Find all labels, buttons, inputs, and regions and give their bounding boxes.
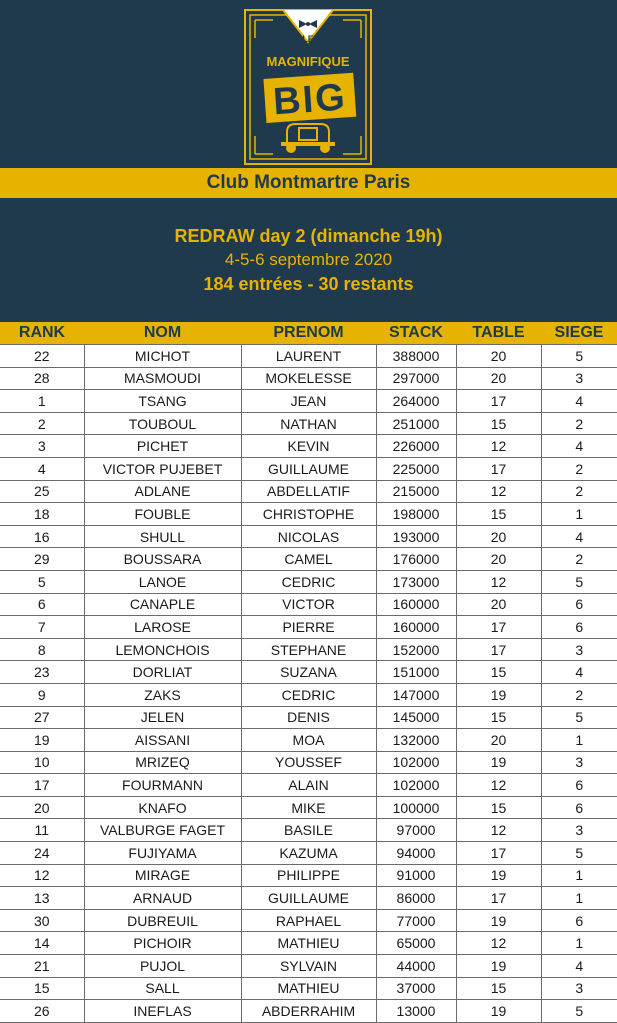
table-row [0,706,617,729]
rank-cell: 2 [0,412,84,435]
table-cell: 19 [456,864,541,887]
stack-cell: 388000 [376,345,456,368]
prenom-cell: RAPHAEL [241,909,376,932]
rank-cell: 18 [0,503,84,526]
stack-cell: 91000 [376,864,456,887]
table-cell: 20 [456,345,541,368]
table-row [0,390,617,413]
rank-cell: 12 [0,864,84,887]
club-banner [0,168,617,198]
table-row [0,593,617,616]
rank-cell: 8 [0,638,84,661]
siege-cell: 3 [541,977,617,1000]
table-cell: 12 [456,480,541,503]
prenom-cell: NICOLAS [241,525,376,548]
stack-cell: 225000 [376,457,456,480]
table-row [0,909,617,932]
siege-cell: 2 [541,457,617,480]
chip-count-table [0,322,617,1023]
stack-cell: 176000 [376,548,456,571]
siege-cell: 1 [541,864,617,887]
stack-cell: 13000 [376,1000,456,1023]
prenom-cell: MOKELESSE [241,367,376,390]
stack-cell: 147000 [376,683,456,706]
stack-cell: 251000 [376,412,456,435]
table-row [0,412,617,435]
rank-cell: 11 [0,819,84,842]
prenom-cell: KAZUMA [241,842,376,865]
prenom-cell: CEDRIC [241,683,376,706]
table-row [0,796,617,819]
stack-cell: 77000 [376,909,456,932]
prenom-cell: KEVIN [241,435,376,458]
siege-cell: 6 [541,616,617,639]
event-info [0,224,617,296]
rank-cell: 10 [0,751,84,774]
table-cell: 19 [456,751,541,774]
table-cell: 19 [456,909,541,932]
siege-cell: 5 [541,1000,617,1023]
club-title: Club Montmartre Paris [206,172,411,193]
rank-cell: 21 [0,955,84,978]
stack-cell: 215000 [376,480,456,503]
nom-cell: AISSANI [84,729,241,752]
rank-cell: 24 [0,842,84,865]
rank-cell: 27 [0,706,84,729]
column-header-nom: NOM [84,322,241,345]
prenom-cell: ABDELLATIF [241,480,376,503]
rank-cell: 22 [0,345,84,368]
header [0,0,617,322]
nom-cell: TSANG [84,390,241,413]
nom-cell: PICHOIR [84,932,241,955]
rank-cell: 15 [0,977,84,1000]
column-header-prenom: PRENOM [241,322,376,345]
svg-text:BIG: BIG [271,76,349,124]
table-cell: 20 [456,729,541,752]
table-row [0,729,617,752]
rank-cell: 3 [0,435,84,458]
siege-cell: 2 [541,412,617,435]
nom-cell: SALL [84,977,241,1000]
prenom-cell: SYLVAIN [241,955,376,978]
nom-cell: BOUSSARA [84,548,241,571]
prenom-cell: ALAIN [241,774,376,797]
table-cell: 15 [456,412,541,435]
prenom-cell: PHILIPPE [241,864,376,887]
siege-cell: 6 [541,909,617,932]
nom-cell: MASMOUDI [84,367,241,390]
stack-cell: 160000 [376,593,456,616]
nom-cell: VICTOR PUJEBET [84,457,241,480]
nom-cell: LAROSE [84,616,241,639]
rank-cell: 17 [0,774,84,797]
stack-cell: 193000 [376,525,456,548]
table-row [0,503,617,526]
siege-cell: 4 [541,435,617,458]
siege-cell: 4 [541,390,617,413]
table-row [0,616,617,639]
prenom-cell: CAMEL [241,548,376,571]
table-row [0,480,617,503]
siege-cell: 5 [541,570,617,593]
prenom-cell: MATHIEU [241,977,376,1000]
table-cell: 20 [456,548,541,571]
event-entries: 184 entrées - 30 restants [203,274,414,294]
table-row [0,977,617,1000]
siege-cell: 2 [541,480,617,503]
siege-cell: 1 [541,729,617,752]
nom-cell: LEMONCHOIS [84,638,241,661]
rank-cell: 13 [0,887,84,910]
nom-cell: ARNAUD [84,887,241,910]
rank-cell: 5 [0,570,84,593]
siege-cell: 4 [541,955,617,978]
table-row [0,525,617,548]
table-row [0,457,617,480]
table-cell: 19 [456,1000,541,1023]
prenom-cell: GUILLAUME [241,887,376,910]
nom-cell: PUJOL [84,955,241,978]
table-cell: 15 [456,661,541,684]
nom-cell: FOUBLE [84,503,241,526]
siege-cell: 4 [541,525,617,548]
table-row [0,955,617,978]
siege-cell: 6 [541,593,617,616]
stack-cell: 226000 [376,435,456,458]
table-cell: 20 [456,593,541,616]
nom-cell: DORLIAT [84,661,241,684]
stack-cell: 86000 [376,887,456,910]
table-cell: 17 [456,616,541,639]
siege-cell: 5 [541,842,617,865]
siege-cell: 3 [541,819,617,842]
table-cell: 12 [456,932,541,955]
table-cell: 12 [456,435,541,458]
nom-cell: KNAFO [84,796,241,819]
nom-cell: FOURMANN [84,774,241,797]
stack-cell: 102000 [376,774,456,797]
prenom-cell: MOA [241,729,376,752]
stack-cell: 198000 [376,503,456,526]
table-row [0,864,617,887]
rank-cell: 20 [0,796,84,819]
rank-cell: 14 [0,932,84,955]
table-cell: 19 [456,683,541,706]
nom-cell: SHULL [84,525,241,548]
table-row [0,819,617,842]
nom-cell: INEFLAS [84,1000,241,1023]
rank-cell: 19 [0,729,84,752]
stack-cell: 145000 [376,706,456,729]
stack-cell: 44000 [376,955,456,978]
prenom-cell: BASILE [241,819,376,842]
table-cell: 20 [456,525,541,548]
table-row [0,345,617,368]
table-cell: 12 [456,819,541,842]
siege-cell: 5 [541,706,617,729]
event-title: REDRAW day 2 (dimanche 19h) [174,226,443,246]
nom-cell: LANOE [84,570,241,593]
stack-cell: 264000 [376,390,456,413]
nom-cell: TOUBOUL [84,412,241,435]
rank-cell: 7 [0,616,84,639]
column-header-rank: RANK [0,322,84,345]
table-row [0,367,617,390]
stack-cell: 65000 [376,932,456,955]
stack-cell: 151000 [376,661,456,684]
table-cell: 17 [456,390,541,413]
prenom-cell: LAURENT [241,345,376,368]
siege-cell: 2 [541,548,617,571]
table-row [0,842,617,865]
nom-cell: MICHOT [84,345,241,368]
nom-cell: PICHET [84,435,241,458]
nom-cell: JELEN [84,706,241,729]
table-body [0,345,617,1023]
stack-cell: 160000 [376,616,456,639]
table-cell: 20 [456,367,541,390]
column-header-siege: SIEGE [541,322,617,345]
table-row [0,887,617,910]
nom-cell: FUJIYAMA [84,842,241,865]
nom-cell: ZAKS [84,683,241,706]
prenom-cell: YOUSSEF [241,751,376,774]
siege-cell: 3 [541,751,617,774]
table-row [0,751,617,774]
stack-cell: 37000 [376,977,456,1000]
prenom-cell: NATHAN [241,412,376,435]
rank-cell: 9 [0,683,84,706]
prenom-cell: CHRISTOPHE [241,503,376,526]
stack-cell: 94000 [376,842,456,865]
table-cell: 19 [456,955,541,978]
stack-cell: 102000 [376,751,456,774]
rank-cell: 28 [0,367,84,390]
rank-cell: 6 [0,593,84,616]
siege-cell: 4 [541,661,617,684]
rank-cell: 25 [0,480,84,503]
table-cell: 12 [456,774,541,797]
table-row [0,932,617,955]
table-row [0,661,617,684]
table-cell: 17 [456,638,541,661]
table-row [0,548,617,571]
nom-cell: CANAPLE [84,593,241,616]
column-header-stack: STACK [376,322,456,345]
prenom-cell: MATHIEU [241,932,376,955]
table-header-row [0,322,617,345]
siege-cell: 1 [541,503,617,526]
table-cell: 12 [456,570,541,593]
table-row [0,683,617,706]
siege-cell: 6 [541,774,617,797]
rank-cell: 4 [0,457,84,480]
table-cell: 17 [456,457,541,480]
nom-cell: VALBURGE FAGET [84,819,241,842]
stack-cell: 297000 [376,367,456,390]
table-cell: 17 [456,887,541,910]
siege-cell: 5 [541,345,617,368]
rank-cell: 23 [0,661,84,684]
prenom-cell: CEDRIC [241,570,376,593]
table-row [0,774,617,797]
table-row [0,1000,617,1023]
table-cell: 15 [456,706,541,729]
siege-cell: 3 [541,367,617,390]
prenom-cell: STEPHANE [241,638,376,661]
prenom-cell: DENIS [241,706,376,729]
table-cell: 15 [456,796,541,819]
nom-cell: MRIZEQ [84,751,241,774]
column-header-table: TABLE [456,322,541,345]
siege-cell: 3 [541,638,617,661]
svg-text:MAGNIFIQUE: MAGNIFIQUE [266,54,350,69]
stack-cell: 100000 [376,796,456,819]
svg-text:LE: LE [302,34,314,44]
table-cell: 15 [456,503,541,526]
siege-cell: 1 [541,932,617,955]
siege-cell: 2 [541,683,617,706]
prenom-cell: ABDERRAHIM [241,1000,376,1023]
siege-cell: 6 [541,796,617,819]
stack-cell: 132000 [376,729,456,752]
table-cell: 17 [456,842,541,865]
nom-cell: DUBREUIL [84,909,241,932]
rank-cell: 16 [0,525,84,548]
prenom-cell: JEAN [241,390,376,413]
rank-cell: 1 [0,390,84,413]
table-cell: 15 [456,977,541,1000]
nom-cell: ADLANE [84,480,241,503]
stack-cell: 152000 [376,638,456,661]
prenom-cell: MIKE [241,796,376,819]
rank-cell: 29 [0,548,84,571]
prenom-cell: VICTOR [241,593,376,616]
siege-cell: 1 [541,887,617,910]
prenom-cell: PIERRE [241,616,376,639]
stack-cell: 173000 [376,570,456,593]
nom-cell: MIRAGE [84,864,241,887]
prenom-cell: SUZANA [241,661,376,684]
table-row [0,435,617,458]
le-magnifique-big-logo [243,8,373,166]
event-dates: 4-5-6 septembre 2020 [224,250,393,269]
stack-cell: 97000 [376,819,456,842]
table-row [0,638,617,661]
prenom-cell: GUILLAUME [241,457,376,480]
rank-cell: 26 [0,1000,84,1023]
rank-cell: 30 [0,909,84,932]
table-row [0,570,617,593]
